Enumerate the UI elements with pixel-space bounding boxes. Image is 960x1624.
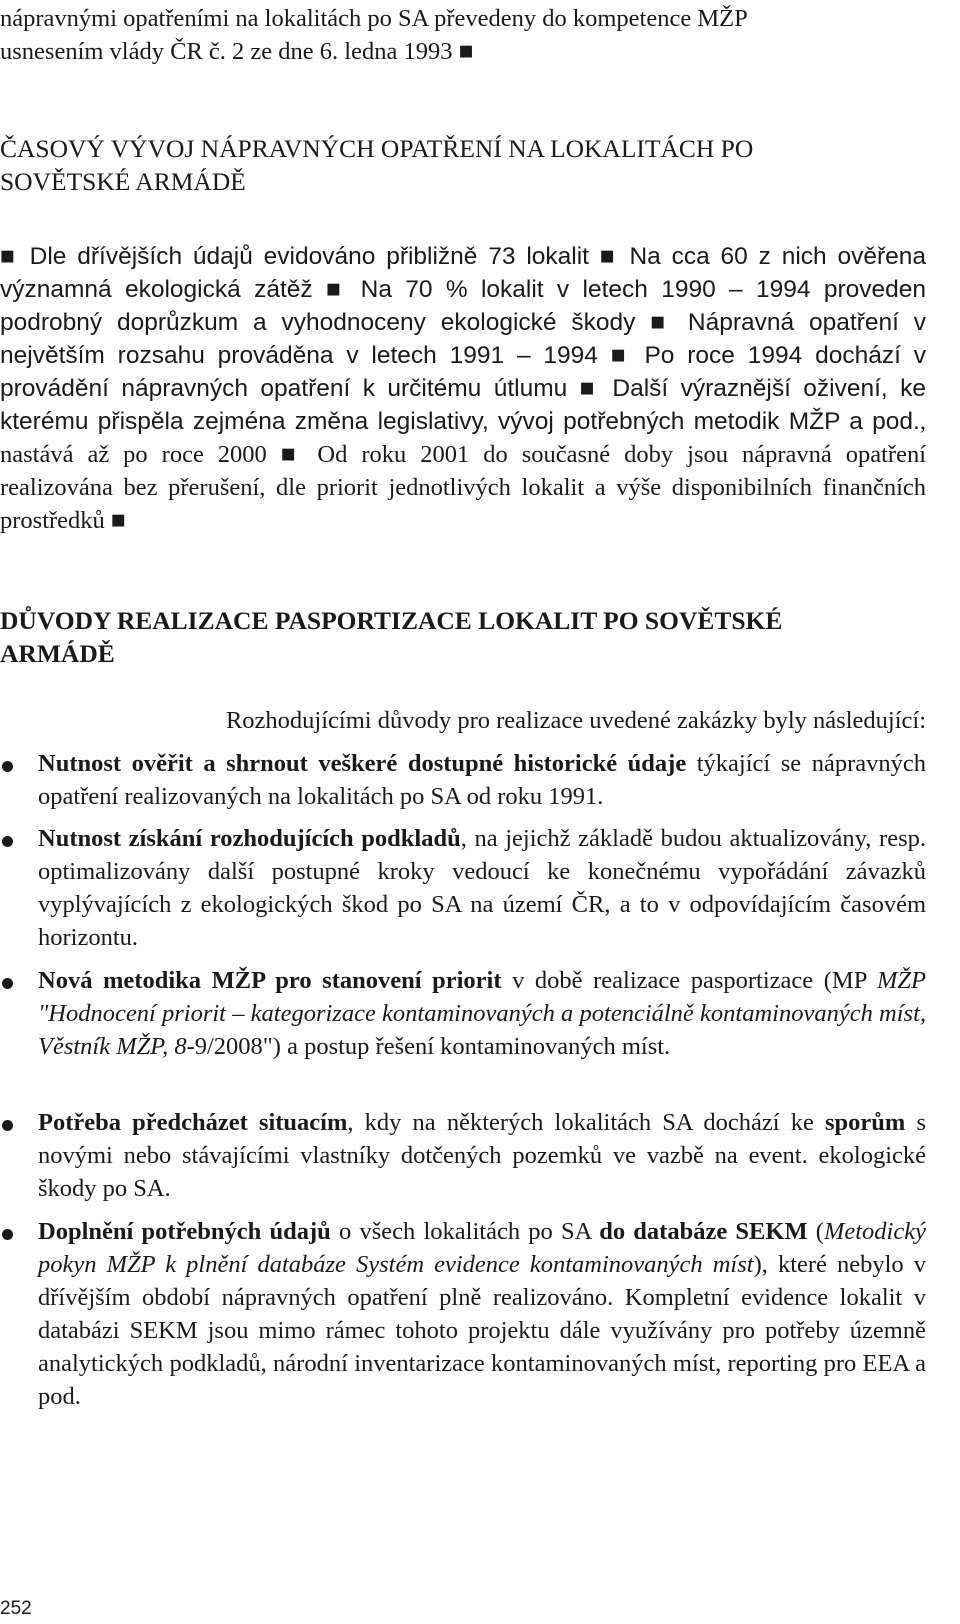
top-fragment [0,2,926,68]
section1-body [0,240,926,537]
bullet-icon [2,761,13,772]
reason-item-1: Nutnost ověřit a shrnout veškeré dostupné historické údaje týkající se nápravných opatření realizovaných na lokalitách po SA od roku 1991. [0,747,926,813]
reason-item-5: Doplnění potřebných údajů o všech lokalitách po SA do databáze SEKM (Metodický pokyn MŽP k plnění databáze Systém evidence kontaminovaných míst), které nebylo v dřívějším období nápravných opatření plně realizováno. Kompletní evidence lokalit v databázi SEKM jsou mimo rámec tohoto projektu dále využívány pro potřeby územně analytických podkladů, národní inventarizace kontaminovaných míst, reporting pro EEA a pod. [0,1215,926,1413]
page-number: 252 [0,1598,32,1619]
bullet-icon [2,836,13,847]
section2-intro: Rozhodujícími důvody pro realizace uvedené zakázky byly následující: [225,707,926,734]
reason-item-3: Nová metodika MŽP pro stanovení priorit v době realizace pasportizace (MP MŽP "Hodnocení priorit – kategorizace kontaminovaných a potenciálně kontaminovaných míst, Věstník MŽP, 8-9/2008") a postup řešení kontaminovaných míst. [0,964,926,1063]
top-fragment-line2: usnesením vlády ČR č. 2 ze dne 6. ledna 1993 ■ [0,38,474,65]
section1-title: ČASOVÝ VÝVOJ NÁPRAVNÝCH OPATŘENÍ NA LOKALITÁCH PO SOVĚTSKÉ ARMÁDĚ [0,134,754,196]
top-fragment-line1: nápravnými opatřeními na lokalitách po SA převedeny do kompetence MŽP [0,5,748,32]
section2-title: DŮVODY REALIZACE PASPORTIZACE LOKALIT PO SOVĚTSKÉ ARMÁDĚ [0,606,783,668]
reason-item-4: Potřeba předcházet situacím, kdy na některých lokalitách SA dochází ke sporům s novými nebo stávajícími vlastníky dotčených pozemků ve vazbě na event. ekologické škody po SA. [0,1106,926,1205]
bullet-icon [2,1120,13,1131]
section1-body-sans: ■ Dle dřívějších údajů evidováno přibližně 73 lokalit ■ Na cca 60 z nich ověřena významná ekologická zátěž ■ Na 70 % lokalit v letech 1990 – 1994 proveden podrobný doprůzkum a vyhodnoceny ekologické škody ■ Nápravná opatření v největším rozsahu prováděna v letech 1991 – 1994 ■ Po roce 1994 dochází v provádění nápravných opatření k určitému útlumu ■ Další výraznější oživení, ke kterému přispěla zejména změna legislativy, vývoj potřebných metodik MŽP a pod. [0,243,926,435]
reason-item-2: Nutnost získání rozhodujících podkladů, na jejichž základě budou aktualizovány, resp. optimalizovány další postupné kroky vedoucí ke konečnému vypořádání závazků vyplývajících z ekologických škod po SA na území ČR, a to v odpovídajícím časovém horizontu. [0,822,926,954]
section1-body-serif: , nastává až po roce 2000 ■ Od roku 2001 do současné doby jsou nápravná opatření realizována bez přerušení, dle priorit jednotlivých lokalit a výše disponibilních finančních prostředků ■ [0,408,926,534]
bullet-icon [2,978,13,989]
bullet-icon [2,1229,13,1240]
